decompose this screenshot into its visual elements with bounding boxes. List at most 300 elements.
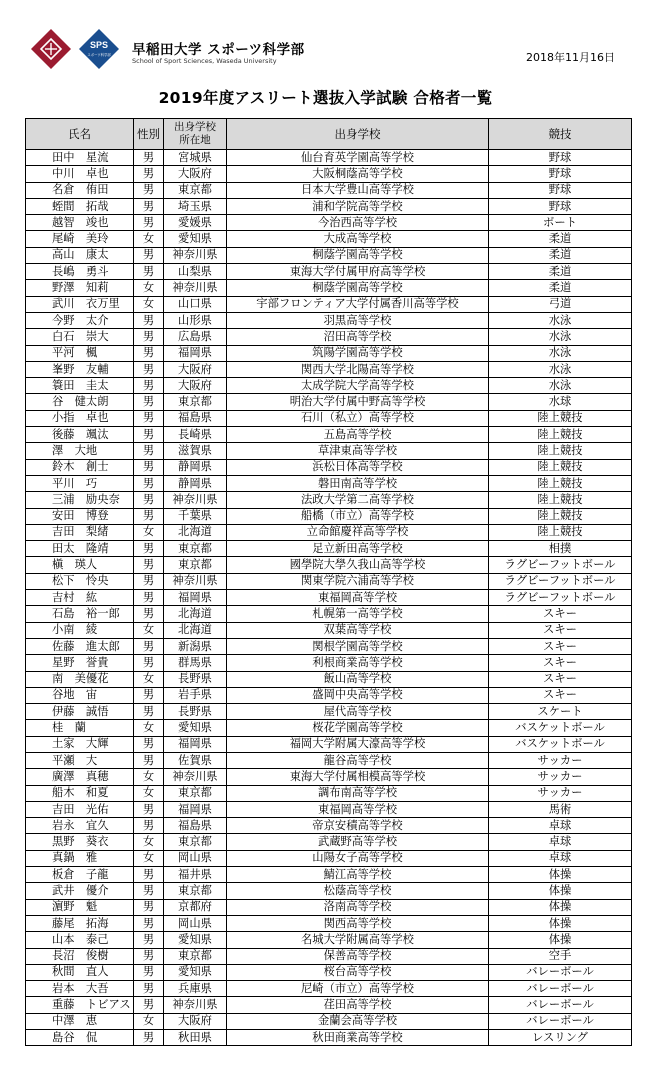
- cell-gender: 男: [134, 867, 164, 883]
- cell-sport: スキー: [489, 638, 632, 654]
- cell-location: 神奈川県: [164, 492, 227, 508]
- cell-location: 静岡県: [164, 475, 227, 491]
- cell-gender: 男: [134, 198, 164, 214]
- cell-location: 千葉県: [164, 508, 227, 524]
- cell-sport: 卓球: [489, 834, 632, 850]
- cell-gender: 男: [134, 736, 164, 752]
- cell-school: 保善高等学校: [227, 948, 489, 964]
- cell-name: 藤尾 拓海: [26, 915, 134, 931]
- cell-name: 星野 誉貴: [26, 655, 134, 671]
- cell-school: 浦和学院高等学校: [227, 198, 489, 214]
- cell-sport: 陸上競技: [489, 459, 632, 475]
- cell-sport: 野球: [489, 166, 632, 182]
- table-row: [26, 410, 632, 426]
- table-row: [26, 378, 632, 394]
- cell-sport: 卓球: [489, 818, 632, 834]
- cell-sport: 野球: [489, 150, 632, 166]
- cell-name: 中川 卓也: [26, 166, 134, 182]
- cell-school: 洛南高等学校: [227, 899, 489, 915]
- cell-school: 松蔭高等学校: [227, 883, 489, 899]
- cell-gender: 女: [134, 231, 164, 247]
- cell-school: 名城大学附属高等学校: [227, 932, 489, 948]
- cell-school: 浜松日体高等学校: [227, 459, 489, 475]
- table-row: [26, 932, 632, 948]
- cell-gender: 男: [134, 981, 164, 997]
- cell-name: 松下 怜央: [26, 573, 134, 589]
- cell-location: 愛知県: [164, 231, 227, 247]
- table-row: [26, 915, 632, 931]
- cell-gender: 男: [134, 345, 164, 361]
- cell-sport: ボート: [489, 215, 632, 231]
- cell-school: 桐蔭学園高等学校: [227, 247, 489, 263]
- cell-name: 田中 星流: [26, 150, 134, 166]
- cell-name: 岩本 大吾: [26, 981, 134, 997]
- cell-location: 北海道: [164, 606, 227, 622]
- cell-school: 屋代高等学校: [227, 704, 489, 720]
- cell-name: 山本 泰己: [26, 932, 134, 948]
- cell-sport: 水泳: [489, 329, 632, 345]
- cell-gender: 女: [134, 622, 164, 638]
- cell-school: 東海大学付属甲府高等学校: [227, 264, 489, 280]
- cell-name: 高山 康太: [26, 247, 134, 263]
- table-row: [26, 1013, 632, 1029]
- cell-school: 仙台育英学園高等学校: [227, 150, 489, 166]
- cell-sport: バレーボール: [489, 1013, 632, 1029]
- cell-name: 真鍋 雅: [26, 850, 134, 866]
- cell-location: 東京都: [164, 785, 227, 801]
- cell-school: 関西高等学校: [227, 915, 489, 931]
- cell-gender: 女: [134, 850, 164, 866]
- cell-school: 荏田高等学校: [227, 997, 489, 1013]
- cell-gender: 男: [134, 948, 164, 964]
- cell-school: 明治大学付属中野高等学校: [227, 394, 489, 410]
- cell-location: 長野県: [164, 671, 227, 687]
- cell-location: 大阪府: [164, 361, 227, 377]
- table-row: [26, 182, 632, 198]
- cell-location: 大阪府: [164, 378, 227, 394]
- cell-school: 大成高等学校: [227, 231, 489, 247]
- cell-name: 秋間 直人: [26, 964, 134, 980]
- table-row: [26, 671, 632, 687]
- waseda-logo-icon: [30, 28, 72, 70]
- cell-name: 船木 和夏: [26, 785, 134, 801]
- cell-gender: 女: [134, 671, 164, 687]
- table-row: [26, 312, 632, 328]
- table-row: [26, 899, 632, 915]
- cell-school: 龍谷高等学校: [227, 752, 489, 768]
- cell-school: 関東学院六浦高等学校: [227, 573, 489, 589]
- cell-name: 桂 蘭: [26, 720, 134, 736]
- cell-school: 鯖江高等学校: [227, 867, 489, 883]
- cell-location: 福島県: [164, 818, 227, 834]
- cell-school: 東福岡高等学校: [227, 590, 489, 606]
- cell-location: 福岡県: [164, 345, 227, 361]
- cell-location: 長崎県: [164, 427, 227, 443]
- table-row: [26, 883, 632, 899]
- cell-school: 草津東高等学校: [227, 443, 489, 459]
- cell-sport: 柔道: [489, 247, 632, 263]
- table-row: [26, 264, 632, 280]
- cell-gender: 男: [134, 704, 164, 720]
- cell-sport: 卓球: [489, 850, 632, 866]
- cell-sport: 体操: [489, 883, 632, 899]
- cell-name: 黒野 葵衣: [26, 834, 134, 850]
- cell-gender: 男: [134, 818, 164, 834]
- cell-sport: 陸上競技: [489, 508, 632, 524]
- cell-sport: 水泳: [489, 378, 632, 394]
- sps-logo-text: SPS: [89, 40, 109, 50]
- cell-location: 大阪府: [164, 1013, 227, 1029]
- cell-gender: 男: [134, 166, 164, 182]
- cell-location: 北海道: [164, 622, 227, 638]
- table-row: [26, 541, 632, 557]
- cell-location: 埼玉県: [164, 198, 227, 214]
- cell-name: 平瀬 大: [26, 752, 134, 768]
- cell-sport: スケート: [489, 704, 632, 720]
- cell-name: 石島 裕一郎: [26, 606, 134, 622]
- cell-sport: 水球: [489, 394, 632, 410]
- cell-school: 磐田南高等学校: [227, 475, 489, 491]
- cell-sport: 水泳: [489, 345, 632, 361]
- table-row: [26, 524, 632, 540]
- cell-location: 福島県: [164, 410, 227, 426]
- cell-school: 福岡大学附属大濠高等学校: [227, 736, 489, 752]
- cell-name: 重藤 トビアス: [26, 997, 134, 1013]
- column-header-gender: 性別: [134, 119, 164, 150]
- cell-school: 東海大学付属相模高等学校: [227, 769, 489, 785]
- table-row: [26, 150, 632, 166]
- table-row: [26, 394, 632, 410]
- cell-school: 利根商業高等学校: [227, 655, 489, 671]
- cell-location: 福岡県: [164, 736, 227, 752]
- cell-location: 滋賀県: [164, 443, 227, 459]
- cell-sport: 体操: [489, 915, 632, 931]
- cell-sport: 陸上競技: [489, 492, 632, 508]
- cell-location: 宮城県: [164, 150, 227, 166]
- table-row: [26, 867, 632, 883]
- cell-sport: バレーボール: [489, 964, 632, 980]
- cell-school: 山陽女子高等学校: [227, 850, 489, 866]
- cell-name: 澤 大地: [26, 443, 134, 459]
- table-row: [26, 736, 632, 752]
- cell-name: 後藤 颯汰: [26, 427, 134, 443]
- cell-location: 山梨県: [164, 264, 227, 280]
- table-row: [26, 981, 632, 997]
- sps-logo-subtext: スポーツ科学部: [87, 53, 111, 57]
- cell-school: 帝京安積高等学校: [227, 818, 489, 834]
- cell-name: 吉村 紘: [26, 590, 134, 606]
- cell-sport: 陸上競技: [489, 524, 632, 540]
- cell-school: 沼田高等学校: [227, 329, 489, 345]
- cell-name: 吉田 光佑: [26, 801, 134, 817]
- cell-sport: ラグビーフットボール: [489, 590, 632, 606]
- table-row: [26, 704, 632, 720]
- cell-gender: 女: [134, 769, 164, 785]
- cell-gender: 男: [134, 475, 164, 491]
- cell-location: 静岡県: [164, 459, 227, 475]
- cell-location: 新潟県: [164, 638, 227, 654]
- cell-sport: バレーボール: [489, 981, 632, 997]
- cell-gender: 男: [134, 215, 164, 231]
- cell-location: 神奈川県: [164, 573, 227, 589]
- cell-name: 田太 隆靖: [26, 541, 134, 557]
- cell-name: 島谷 侃: [26, 1030, 134, 1046]
- cell-sport: サッカー: [489, 769, 632, 785]
- cell-sport: 柔道: [489, 280, 632, 296]
- cell-location: 東京都: [164, 883, 227, 899]
- cell-name: 岩永 宜久: [26, 818, 134, 834]
- cell-location: 大阪府: [164, 166, 227, 182]
- sps-logo-icon: [78, 28, 120, 70]
- cell-location: 愛媛県: [164, 215, 227, 231]
- cell-school: 調布南高等学校: [227, 785, 489, 801]
- page-header: [0, 0, 651, 85]
- table-row: [26, 573, 632, 589]
- cell-gender: 男: [134, 932, 164, 948]
- cell-name: 越智 竣也: [26, 215, 134, 231]
- cell-gender: 男: [134, 606, 164, 622]
- cell-sport: 水泳: [489, 361, 632, 377]
- cell-gender: 男: [134, 590, 164, 606]
- cell-location: 愛知県: [164, 720, 227, 736]
- cell-name: 尾崎 美玲: [26, 231, 134, 247]
- page-title: 2019年度アスリート選抜入学試験 合格者一覧: [158, 89, 493, 107]
- table-row: [26, 687, 632, 703]
- cell-gender: 女: [134, 296, 164, 312]
- cell-name: 吉田 梨緒: [26, 524, 134, 540]
- cell-location: 岩手県: [164, 687, 227, 703]
- cell-sport: サッカー: [489, 752, 632, 768]
- cell-gender: 男: [134, 557, 164, 573]
- cell-sport: 体操: [489, 899, 632, 915]
- table-row: [26, 296, 632, 312]
- table-row: [26, 785, 632, 801]
- table-row: [26, 231, 632, 247]
- cell-sport: 野球: [489, 198, 632, 214]
- cell-name: 土家 大輝: [26, 736, 134, 752]
- cell-school: 今治西高等学校: [227, 215, 489, 231]
- cell-gender: 女: [134, 720, 164, 736]
- cell-sport: 相撲: [489, 541, 632, 557]
- cell-location: 神奈川県: [164, 280, 227, 296]
- cell-name: 武川 衣万里: [26, 296, 134, 312]
- cell-gender: 男: [134, 247, 164, 263]
- cell-location: 東京都: [164, 541, 227, 557]
- table-row: [26, 492, 632, 508]
- cell-name: 谷 健太朗: [26, 394, 134, 410]
- cell-gender: 女: [134, 785, 164, 801]
- cell-name: 谷地 宙: [26, 687, 134, 703]
- cell-name: 中澤 恵: [26, 1013, 134, 1029]
- table-row: [26, 247, 632, 263]
- cell-name: 峯野 友輔: [26, 361, 134, 377]
- cell-name: 簑田 圭太: [26, 378, 134, 394]
- cell-gender: 女: [134, 524, 164, 540]
- document-date: 2018年11月16日: [526, 51, 615, 64]
- cell-sport: ラグビーフットボール: [489, 573, 632, 589]
- cell-location: 岡山県: [164, 915, 227, 931]
- cell-location: 神奈川県: [164, 769, 227, 785]
- table-row: [26, 948, 632, 964]
- table-row: [26, 166, 632, 182]
- table-row: [26, 655, 632, 671]
- cell-sport: スキー: [489, 687, 632, 703]
- cell-location: 東京都: [164, 948, 227, 964]
- column-header-school-location-line1: 出身学校: [174, 121, 216, 133]
- cell-location: 山形県: [164, 312, 227, 328]
- cell-name: 槇 瑛人: [26, 557, 134, 573]
- cell-school: 法政大学第二高等学校: [227, 492, 489, 508]
- table-row: [26, 329, 632, 345]
- cell-sport: 体操: [489, 867, 632, 883]
- table-row: [26, 606, 632, 622]
- cell-school: 桜台高等学校: [227, 964, 489, 980]
- cell-location: 福井県: [164, 867, 227, 883]
- cell-sport: スキー: [489, 606, 632, 622]
- cell-location: 北海道: [164, 524, 227, 540]
- table-row: [26, 475, 632, 491]
- column-header-school-location-line2: 所在地: [179, 134, 211, 146]
- cell-sport: 馬術: [489, 801, 632, 817]
- cell-gender: 男: [134, 752, 164, 768]
- column-header-school: 出身学校: [227, 119, 489, 150]
- cell-sport: スキー: [489, 655, 632, 671]
- table-row: [26, 427, 632, 443]
- cell-name: 白石 崇大: [26, 329, 134, 345]
- cell-location: 福岡県: [164, 801, 227, 817]
- table-row: [26, 198, 632, 214]
- column-header-sport: 競技: [489, 119, 632, 150]
- cell-school: 太成学院大学高等学校: [227, 378, 489, 394]
- cell-name: 名倉 侑田: [26, 182, 134, 198]
- cell-sport: 柔道: [489, 264, 632, 280]
- cell-location: 東京都: [164, 182, 227, 198]
- table-row: [26, 557, 632, 573]
- cell-school: 関西大学北陽高等学校: [227, 361, 489, 377]
- cell-gender: 男: [134, 443, 164, 459]
- cell-name: 廣澤 真穂: [26, 769, 134, 785]
- cell-location: 神奈川県: [164, 247, 227, 263]
- cell-gender: 男: [134, 655, 164, 671]
- cell-location: 山口県: [164, 296, 227, 312]
- cell-gender: 男: [134, 687, 164, 703]
- cell-name: 安田 博登: [26, 508, 134, 524]
- cell-school: 日本大学豊山高等学校: [227, 182, 489, 198]
- table-row: [26, 459, 632, 475]
- cell-name: 小南 綾: [26, 622, 134, 638]
- cell-name: 蛭間 拓哉: [26, 198, 134, 214]
- cell-sport: スキー: [489, 622, 632, 638]
- cell-school: 双葉高等学校: [227, 622, 489, 638]
- cell-sport: レスリング: [489, 1030, 632, 1046]
- cell-gender: 男: [134, 573, 164, 589]
- cell-sport: 水泳: [489, 312, 632, 328]
- table-row: [26, 508, 632, 524]
- table-row: [26, 622, 632, 638]
- cell-sport: 陸上競技: [489, 475, 632, 491]
- cell-gender: 男: [134, 964, 164, 980]
- table-row: [26, 361, 632, 377]
- cell-gender: 男: [134, 427, 164, 443]
- cell-sport: 陸上競技: [489, 443, 632, 459]
- cell-school: 金蘭会高等学校: [227, 1013, 489, 1029]
- cell-location: 東京都: [164, 557, 227, 573]
- cell-name: 小指 卓也: [26, 410, 134, 426]
- cell-name: 伊藤 誠悟: [26, 704, 134, 720]
- cell-name: 板倉 子龍: [26, 867, 134, 883]
- cell-name: 今野 太介: [26, 312, 134, 328]
- cell-gender: 男: [134, 394, 164, 410]
- cell-location: 秋田県: [164, 1030, 227, 1046]
- cell-school: 盛岡中央高等学校: [227, 687, 489, 703]
- column-header-name: 氏名: [26, 119, 134, 150]
- cell-gender: 男: [134, 329, 164, 345]
- table-row: [26, 834, 632, 850]
- cell-location: 東京都: [164, 394, 227, 410]
- cell-school: 東福岡高等学校: [227, 801, 489, 817]
- cell-location: 福岡県: [164, 590, 227, 606]
- table-row: [26, 720, 632, 736]
- cell-school: 秋田商業高等学校: [227, 1030, 489, 1046]
- cell-name: 濵野 魁: [26, 899, 134, 915]
- cell-sport: 空手: [489, 948, 632, 964]
- table-header-row: [26, 119, 632, 150]
- cell-school: 桜花学園高等学校: [227, 720, 489, 736]
- cell-location: 広島県: [164, 329, 227, 345]
- table-row: [26, 443, 632, 459]
- cell-name: 平河 楓: [26, 345, 134, 361]
- cell-school: 石川（私立）高等学校: [227, 410, 489, 426]
- cell-gender: 女: [134, 1013, 164, 1029]
- cell-location: 佐賀県: [164, 752, 227, 768]
- cell-name: 武井 優介: [26, 883, 134, 899]
- cell-school: 羽黒高等学校: [227, 312, 489, 328]
- cell-school: 船橋（市立）高等学校: [227, 508, 489, 524]
- cell-gender: 男: [134, 997, 164, 1013]
- cell-name: 鈴木 創士: [26, 459, 134, 475]
- cell-gender: 男: [134, 312, 164, 328]
- column-header-school-location: [164, 119, 227, 150]
- table-row: [26, 638, 632, 654]
- cell-gender: 男: [134, 541, 164, 557]
- cell-sport: 陸上競技: [489, 410, 632, 426]
- cell-gender: 男: [134, 361, 164, 377]
- cell-school: 尼崎（市立）高等学校: [227, 981, 489, 997]
- cell-name: 佐藤 進太郎: [26, 638, 134, 654]
- table-row: [26, 997, 632, 1013]
- cell-sport: 陸上競技: [489, 427, 632, 443]
- cell-gender: 男: [134, 378, 164, 394]
- cell-gender: 男: [134, 182, 164, 198]
- cell-school: 関根学園高等学校: [227, 638, 489, 654]
- cell-sport: バレーボール: [489, 997, 632, 1013]
- table-row: [26, 752, 632, 768]
- cell-school: 立命館慶祥高等学校: [227, 524, 489, 540]
- cell-school: 五島高等学校: [227, 427, 489, 443]
- university-name-en: School of Sport Sciences, Waseda University: [132, 57, 277, 65]
- cell-sport: バスケットボール: [489, 720, 632, 736]
- cell-location: 兵庫県: [164, 981, 227, 997]
- cell-gender: 男: [134, 459, 164, 475]
- cell-school: 宇部フロンティア大学付属香川高等学校: [227, 296, 489, 312]
- table-row: [26, 769, 632, 785]
- cell-sport: 柔道: [489, 231, 632, 247]
- table-row: [26, 215, 632, 231]
- cell-location: 岡山県: [164, 850, 227, 866]
- cell-location: 長野県: [164, 704, 227, 720]
- results-table: [25, 118, 632, 1046]
- table-row: [26, 964, 632, 980]
